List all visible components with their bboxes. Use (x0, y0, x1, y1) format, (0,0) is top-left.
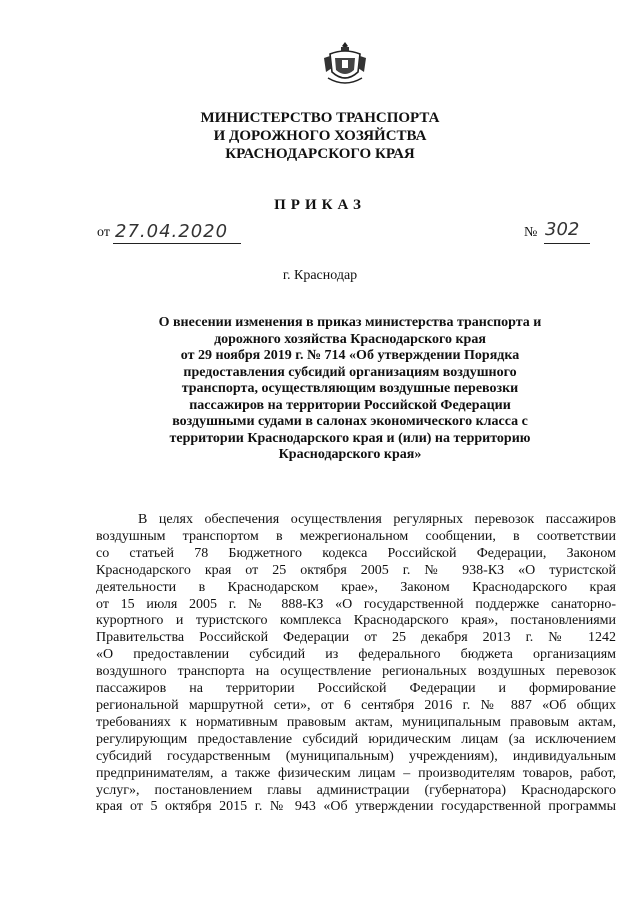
subject-line: пассажиров на территории Российской Федерации (189, 397, 511, 413)
subject-line: предоставления субсидий организациям воздушного (183, 364, 517, 380)
body-line: Краснодарского края от 25 октября 2005 г. № 938-КЗ «О туристской (96, 562, 616, 578)
subject-line: дорожного хозяйства Краснодарского края (214, 331, 486, 347)
body-line: деятельности в Краснодарском крае», Законом Краснодарского края (96, 579, 616, 595)
number-underline (544, 243, 590, 244)
subject-line: воздушными судами в салонах экономического класса с (172, 414, 528, 429)
body-line: воздушным транспортом в межрегиональном сообщении, в соответствии (96, 528, 616, 544)
ministry-line: КРАСНОДАРСКОГО КРАЯ (225, 146, 415, 162)
coat-of-arms-icon (322, 38, 368, 88)
body-line: со статьей 78 Бюджетного кодекса Российской Федерации, Законом (96, 545, 616, 561)
number-prefix: № (524, 225, 538, 240)
date-underline (113, 243, 241, 244)
body-line: требованиях к нормативным правовым актам, муниципальным правовым актам, (96, 714, 616, 730)
body-line: субсидий государственным (муниципальным) учреждениям), индивидуальным (96, 748, 616, 764)
subject-line: транспорта, осуществляющим воздушные перевозки (181, 381, 519, 396)
body-line: «О предоставлении субсидий из федерального бюджета организациям (96, 647, 616, 663)
body-line: курортного и туристского комплекса Краснодарского края», постановлениями (96, 613, 616, 629)
ministry-line: МИНИСТЕРСТВО ТРАНСПОРТА (200, 110, 440, 126)
subject-line: О внесении изменения в приказ министерства транспорта и (158, 315, 542, 330)
subject-line: от 29 ноября 2019 г. № 714 «Об утверждении Порядка (180, 348, 520, 363)
subject-line: Краснодарского края» (278, 447, 422, 462)
body-line: В целях обеспечения осуществления регулярных перевозок пассажиров (138, 512, 616, 527)
body-line: предпринимателям, а также физическим лицам – производителям товаров, работ, (96, 765, 616, 781)
body-paragraph (96, 512, 616, 816)
body-line: Правительства Российской Федерации от 25 декабря 2013 г. № 1242 (96, 630, 616, 646)
date-prefix: от (97, 225, 110, 240)
subject-line: территории Краснодарского края и (или) на территорию (169, 430, 531, 446)
order-title: ПРИКАЗ (274, 197, 366, 213)
body-line: края от 5 октября 2015 г. № 943 «Об утверждении государственной программы (96, 799, 616, 815)
body-line: воздушного транспорта на осуществление региональных воздушных перевозок (96, 664, 616, 680)
body-line: услуг», постановлением главы администрации (губернатора) Краснодарского (96, 782, 616, 798)
ministry-name (0, 109, 640, 163)
handwritten-number: 302 (545, 219, 580, 240)
body-line: регулирующим предоставление субсидий юридическим лицам (за исключением (96, 731, 616, 747)
body-line: региональной маршрутной сети», от 6 сентября 2016 г. № 887 «Об общих (96, 697, 616, 713)
handwritten-date: 27.04.2020 (115, 221, 229, 242)
city: г. Краснодар (282, 268, 358, 283)
order-subject (140, 315, 560, 464)
body-line: от 15 июля 2005 г. № 888-КЗ «О государственной поддержке санаторно- (96, 596, 616, 612)
ministry-line: И ДОРОЖНОГО ХОЗЯЙСТВА (213, 128, 427, 144)
body-line: пассажиров на территории Российской Федерации и формирование (96, 681, 616, 697)
